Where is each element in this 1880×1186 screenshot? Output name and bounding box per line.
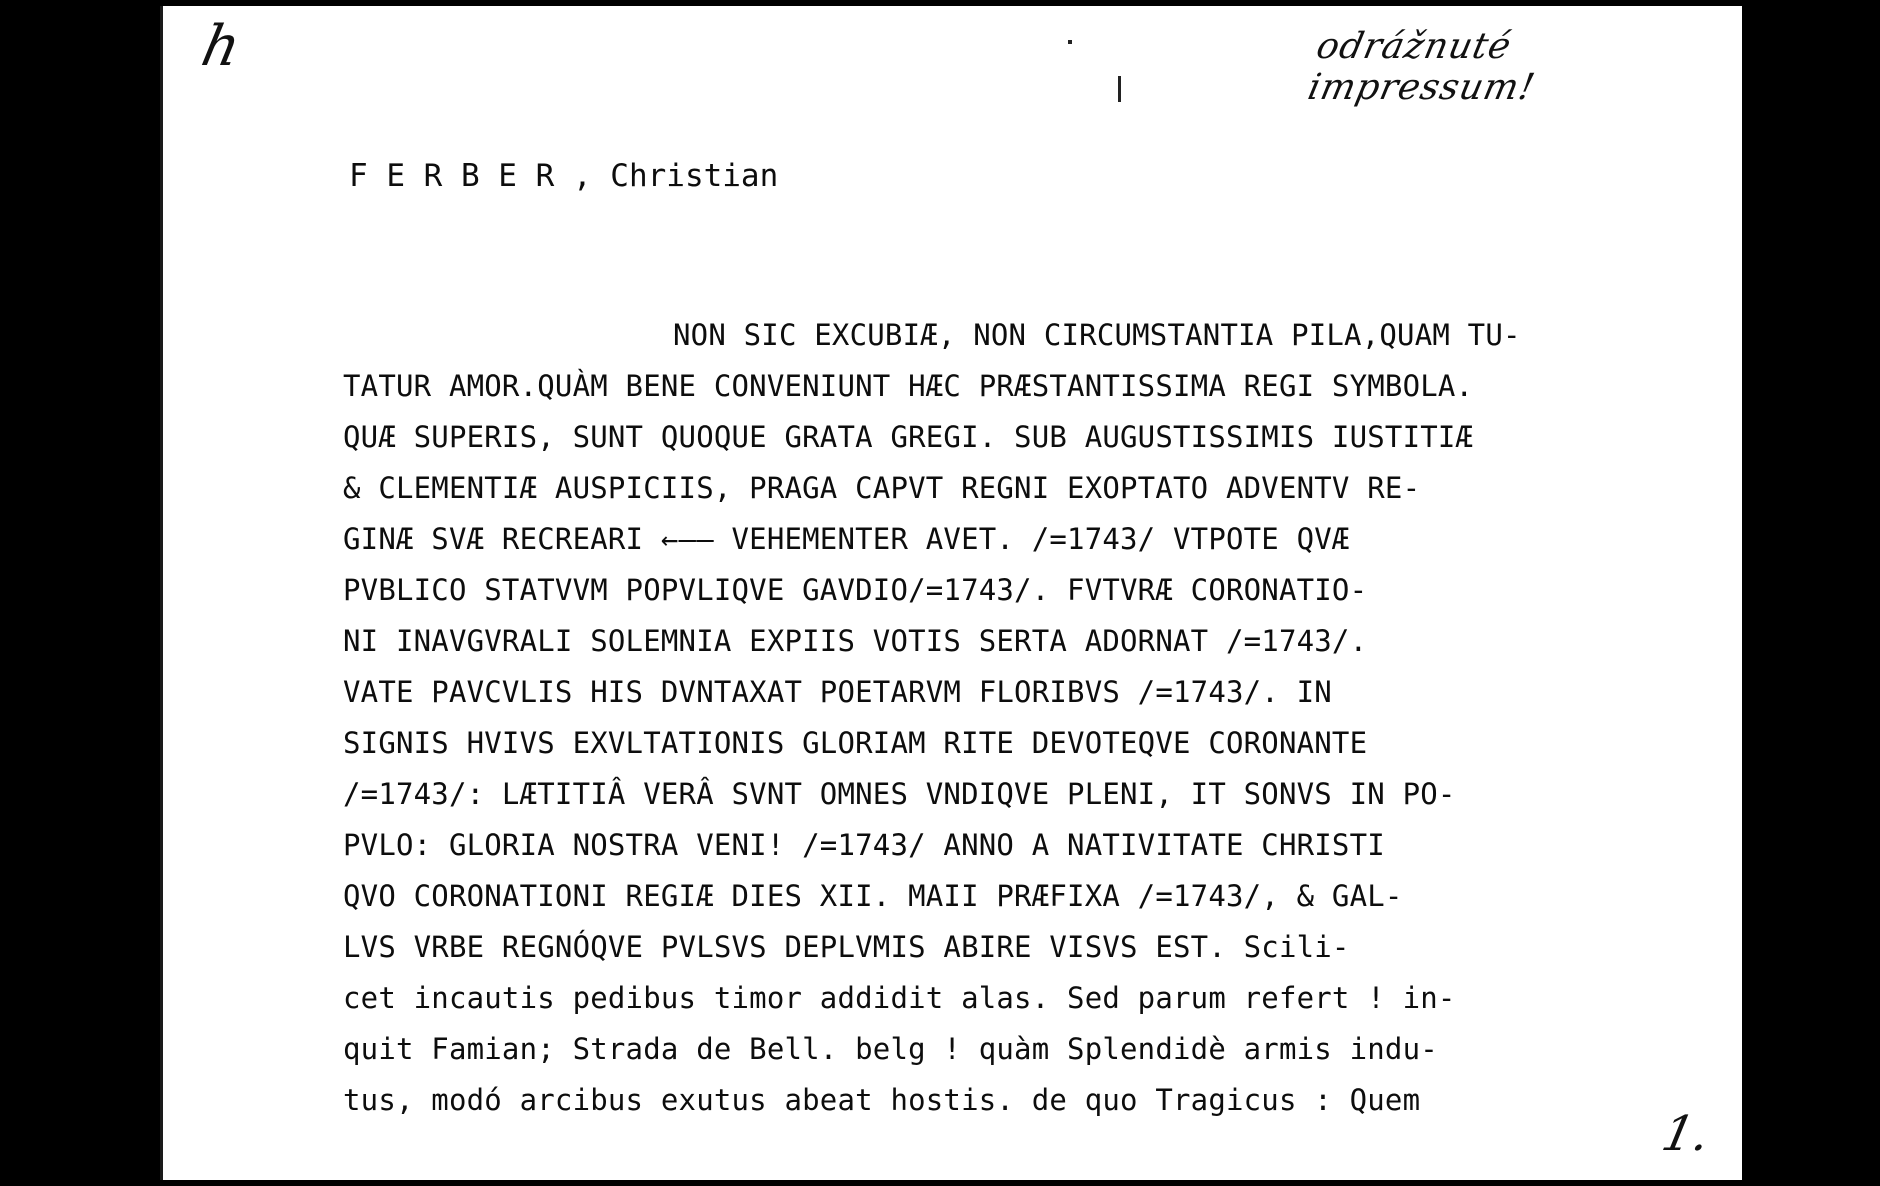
ink-speck <box>1118 76 1121 102</box>
text-line: cet incautis pedibus timor addidit alas. Sed parum refert ! in- <box>343 981 1456 1015</box>
ink-speck <box>1068 40 1072 44</box>
text-line: NI INAVGVRALI SOLEMNIA EXPIIS VOTIS SERTA ADORNAT /=1743/. <box>343 624 1368 658</box>
text-line: /=1743/: LÆTITIÂ VERÂ SVNT OMNES VNDIQVE PLENI, IT SONVS IN PO- <box>343 777 1456 811</box>
text-line: GINÆ SVÆ RECREARI ←—— VEHEMENTER AVET. /=1743/ VTPOTE QVÆ <box>343 522 1350 556</box>
text-line: quit Famian; Strada de Bell. belg ! quàm Splendidè armis indu- <box>343 1032 1438 1066</box>
text-line: LVS VRBE REGNÓQVE PVLSVS DEPLVMIS ABIRE VISVS EST. Scili- <box>343 930 1350 964</box>
card-heading: F E R B E R , Christian <box>349 158 779 194</box>
text-line: VATE PAVCVLIS HIS DVNTAXAT POETARVM FLORIBVS /=1743/. IN <box>343 675 1332 709</box>
text-line: QUÆ SUPERIS, SUNT QUOQUE GRATA GREGI. SUB AUGUSTISSIMIS IUSTITIÆ <box>343 420 1474 454</box>
handwritten-corner-mark: h <box>196 14 246 79</box>
text-line: QVO CORONATIONI REGIÆ DIES XII. MAII PRÆFIXA /=1743/, & GAL- <box>343 879 1403 913</box>
text-line: & CLEMENTIÆ AUSPICIIS, PRAGA CAPVT REGNI EXOPTATO ADVENTV RE- <box>343 471 1421 505</box>
text-line: PVBLICO STATVVM POPVLIQVE GAVDIO/=1743/. FVTVRÆ CORONATIO- <box>343 573 1368 607</box>
text-line: PVLO: GLORIA NOSTRA VENI! /=1743/ ANNO A NATIVITATE CHRISTI <box>343 828 1385 862</box>
text-line: TATUR AMOR.QUÀM BENE CONVENIUNT HÆC PRÆSTANTISSIMA REGI SYMBOLA. <box>343 369 1474 403</box>
card-body-text <box>343 310 1663 1126</box>
handwritten-page-number: 1. <box>1657 1106 1715 1162</box>
catalog-card <box>160 6 1742 1180</box>
handwritten-note: odrážnuté impressum! <box>1304 26 1539 108</box>
text-line: NON SIC EXCUBIÆ, NON CIRCUMSTANTIA PILA,QUAM TU- <box>673 318 1521 352</box>
text-line: tus, modó arcibus exutus abeat hostis. de quo Tragicus : Quem <box>343 1083 1421 1117</box>
text-line: SIGNIS HVIVS EXVLTATIONIS GLORIAM RITE DEVOTEQVE CORONANTE <box>343 726 1368 760</box>
